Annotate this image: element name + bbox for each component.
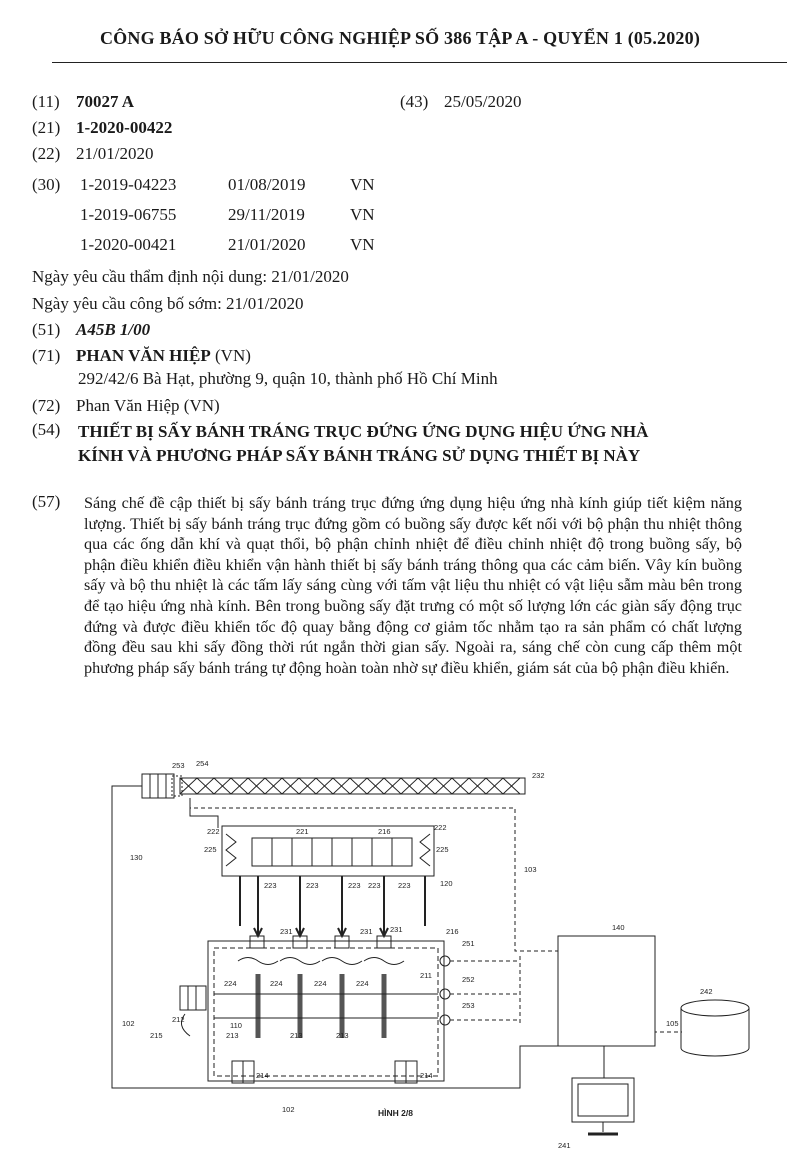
ref-label: 224	[224, 979, 237, 988]
ref-label: 130	[130, 853, 143, 862]
field-22	[32, 144, 153, 164]
field-57-code: (57)	[32, 492, 61, 511]
ref-label: 216	[446, 927, 459, 936]
ref-label: 232	[532, 771, 545, 780]
ref-label: 215	[150, 1031, 163, 1040]
ref-label: 231	[280, 927, 293, 936]
application-number: 1-2020-00422	[76, 118, 173, 137]
figure-caption: HÌNH 2/8	[378, 1108, 413, 1118]
field-72-code: (72)	[32, 396, 61, 415]
ref-label: 105	[666, 1019, 679, 1028]
applicant-country: (VN)	[215, 346, 251, 365]
ref-label: 231	[360, 927, 373, 936]
ref-label: 102	[122, 1019, 135, 1028]
ref-label: 224	[356, 979, 369, 988]
ref-label: 102	[282, 1105, 295, 1114]
intake-fan	[142, 774, 182, 798]
ref-label: 222	[207, 827, 220, 836]
field-43	[400, 92, 521, 112]
priority-date: 29/11/2019	[228, 205, 305, 224]
priority-country: VN	[350, 175, 375, 194]
inventor-name: Phan Văn Hiệp (VN)	[76, 396, 220, 415]
abstract	[84, 493, 742, 678]
field-11-code: (11)	[32, 92, 60, 111]
invention-title-line: THIẾT BỊ SẤY BÁNH TRÁNG TRỤC ĐỨNG ỨNG DỤNG HIỆU ỨNG NHÀ	[78, 422, 649, 441]
field-22-code: (22)	[32, 144, 61, 163]
ref-label: 221	[296, 827, 309, 836]
priority-country: VN	[350, 235, 375, 254]
invention-title-line: KÍNH VÀ PHƯƠNG PHÁP SẤY BÁNH TRÁNG SỬ DỤNG THIẾT BỊ NÀY	[78, 446, 641, 465]
early-publication-date: Ngày yêu cầu công bố sớm: 21/01/2020	[32, 294, 304, 313]
ref-label: 225	[436, 845, 449, 854]
monitor	[572, 1078, 634, 1134]
ref-label: 213	[290, 1031, 303, 1040]
header-rule	[52, 62, 787, 63]
priority-country: VN	[350, 205, 375, 224]
priority-number: 1-2020-00421	[80, 235, 177, 254]
publication-number: 70027 A	[76, 92, 135, 111]
publication-date: 25/05/2020	[444, 92, 522, 111]
ref-label: 242	[700, 987, 713, 996]
ref-label: 211	[420, 971, 432, 980]
drying-chamber	[180, 936, 450, 1083]
field-51-code: (51)	[32, 320, 61, 339]
filing-date: 21/01/2020	[76, 144, 154, 163]
applicant-name: PHAN VĂN HIỆP	[76, 346, 211, 365]
ref-label: 251	[462, 939, 475, 948]
ref-label: 222	[434, 823, 447, 832]
ref-label: 231	[390, 925, 403, 934]
ref-label: 253	[172, 761, 185, 770]
exam-request-date: Ngày yêu cầu thẩm định nội dung: 21/01/2020	[32, 267, 349, 286]
ref-label: 223	[306, 881, 319, 890]
database	[681, 1000, 749, 1056]
priority-date: 21/01/2020	[228, 235, 306, 254]
invention-title	[78, 420, 778, 468]
ref-label: 254	[196, 759, 209, 768]
ref-label: 110	[230, 1021, 242, 1030]
field-72	[32, 396, 220, 416]
controller-box	[558, 936, 655, 1046]
ref-label: 120	[440, 879, 453, 888]
ref-label: 213	[226, 1031, 239, 1040]
control-link	[190, 798, 558, 951]
gazette-header: CÔNG BÁO SỞ HỮU CÔNG NGHIỆP SỐ 386 TẬP A - QUYỂN 1 (05.2020)	[99, 28, 701, 48]
ref-label: 214	[256, 1071, 269, 1080]
priority-number: 1-2019-04223	[80, 175, 177, 194]
heat-collector	[222, 826, 434, 876]
field-71	[32, 346, 251, 366]
ref-label: 140	[612, 923, 625, 932]
technical-drawing	[0, 756, 800, 1156]
sensor-links	[450, 956, 520, 1026]
field-21-code: (21)	[32, 118, 61, 137]
ref-label: 224	[270, 979, 283, 988]
priority-date: 01/08/2019	[228, 175, 306, 194]
ref-label: 214	[420, 1071, 433, 1080]
field-30-code: (30)	[32, 175, 61, 194]
ref-label: 241	[558, 1141, 571, 1150]
field-11	[32, 92, 134, 112]
ref-label: 223	[398, 881, 411, 890]
field-71-code: (71)	[32, 346, 61, 365]
ref-label: 213	[336, 1031, 349, 1040]
field-21	[32, 118, 172, 138]
ref-label: 223	[264, 881, 277, 890]
ref-label: 225	[204, 845, 217, 854]
field-43-code: (43)	[400, 92, 429, 111]
ref-label: 212	[172, 1015, 185, 1024]
priority-number: 1-2019-06755	[80, 205, 177, 224]
solar-collector	[180, 778, 525, 794]
ref-label: 224	[314, 979, 327, 988]
ref-label: 253	[462, 1001, 475, 1010]
abstract-text: Sáng chế đề cập thiết bị sấy bánh tráng trục đứng ứng dụng hiệu ứng nhà kính giúp tiết kiệm năng lượng. Thiết bị sấy bánh tráng trục đứng gồm có buồng sấy được kết nối với bộ phận thu nhiệt thông qua các ống dẫn khí và quạt thổi, bộ phận chỉnh nhiệt để điều chỉnh nhiệt độ trong buồng sấy, bộ phận điều khiển điều khiển vận hành thiết bị sấy bánh tráng thông qua các cảm biến. Vây kín buồng sấy và bộ thu nhiệt là các tấm lấy sáng cùng với tấm vật liệu thu nhiệt có vật liệu sẫm màu bên trong để tạo hiệu ứng nhà kính. Bên trong buồng sấy đặt trưng có một số lượng lớn các giàn sấy động trục đứng và được điều khiển tốc độ quay bằng động cơ giảm tốc nhằm tạo ra sản phẩm có chất lượng đồng đều sau khi sấy đồng thời rút ngắn thời gian sấy. Ngoài ra, sáng chế còn cung cấp thêm một phương pháp sấy bánh tráng tự động hoàn toàn nhờ sự điều khiển, giám sát của bộ phận điều khiển.	[84, 494, 742, 677]
ref-label: 223	[348, 881, 361, 890]
ref-label: 216	[378, 827, 391, 836]
ref-label: 103	[524, 865, 537, 874]
ref-label: 252	[462, 975, 475, 984]
field-54-code: (54)	[32, 420, 61, 439]
applicant-address: 292/42/6 Bà Hạt, phường 9, quận 10, thành phố Hồ Chí Minh	[78, 369, 498, 388]
field-51	[32, 320, 150, 340]
hot-air-duct	[190, 798, 218, 828]
ref-label: 223	[368, 881, 381, 890]
ipc-classification: A45B 1/00	[76, 320, 151, 339]
